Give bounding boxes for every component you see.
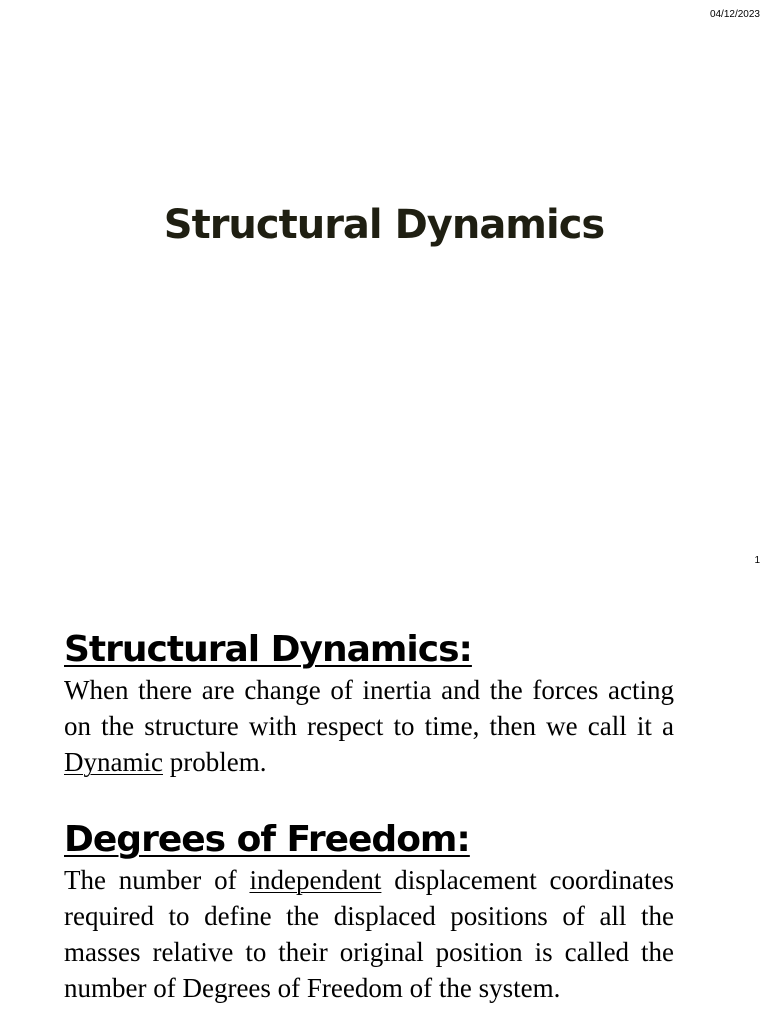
underlined-term: Dynamic (64, 747, 163, 777)
page-number: 1 (754, 555, 760, 566)
date-stamp: 04/12/2023 (709, 9, 760, 20)
body-text: displacement coordinates required to define the displaced positions of all the masses relative to their original position is called the number of Degrees of Freedom of the system. (64, 865, 674, 1003)
section-heading: Degrees of Freedom: (64, 819, 470, 860)
slide-2 (0, 580, 768, 1024)
body-text: When there are change of inertia and the forces acting on the structure with respect to time, then we call it a (64, 675, 674, 741)
body-text: problem. (162, 747, 267, 777)
section-structural-dynamics (64, 628, 674, 780)
section-heading: Structural Dynamics: (64, 629, 472, 670)
body-text: The number of (64, 865, 250, 895)
underlined-term: independent (249, 865, 382, 895)
section-body (64, 862, 674, 1006)
section-degrees-of-freedom (64, 818, 674, 1006)
slide-title: Structural Dynamics (163, 202, 605, 248)
section-body (64, 672, 674, 780)
